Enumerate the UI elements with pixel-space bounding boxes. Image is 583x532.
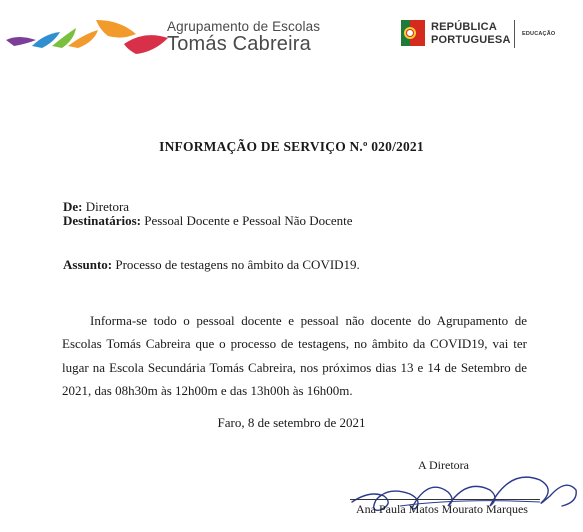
signature-line — [350, 499, 540, 500]
portugal-flag-emblem-icon — [401, 20, 425, 46]
school-name-line2: Tomás Cabreira — [167, 33, 311, 55]
republic-line1: REPÚBLICA — [431, 21, 497, 33]
document-title: INFORMAÇÃO DE SERVIÇO N.º 020/2021 — [159, 139, 424, 154]
body-paragraph: Informa-se todo o pessoal docente e pessoal não docente do Agrupamento de Escolas Tomás Cabreira que o processo de testagens, no âmbito da COVID19, vai ter lugar na Escola Secundária Tomás Cabreira, nos próximos dias 13 e 14 de Setembro de 2021, das 08h30m às 12h00m e das 13h00h às 16h00m. — [62, 313, 527, 398]
signer-name: Ana Paula Matos Mourato Marques — [356, 502, 528, 516]
header-divider — [514, 20, 515, 48]
from-label: De: — [63, 199, 83, 214]
ministry-label: EDUCAÇÃO — [522, 31, 556, 37]
subject-value: Processo de testagens no âmbito da COVID19. — [115, 257, 360, 272]
signer-role: A Diretora — [418, 458, 469, 472]
school-logo-icon — [4, 16, 170, 62]
school-name — [167, 19, 320, 55]
republic-line2: PORTUGUESA — [431, 34, 511, 46]
from-value: Diretora — [85, 199, 130, 214]
subject-label: Assunto: — [63, 257, 113, 272]
school-name-line1: Agrupamento de Escolas — [167, 19, 321, 34]
place-date: Faro, 8 de setembro de 2021 — [217, 415, 366, 430]
recipients-label: Destinatários: — [63, 213, 141, 228]
recipients-line — [63, 213, 353, 229]
republic-name — [431, 21, 511, 47]
recipients-value: Pessoal Docente e Pessoal Não Docente — [144, 213, 353, 228]
subject-line — [63, 257, 360, 273]
